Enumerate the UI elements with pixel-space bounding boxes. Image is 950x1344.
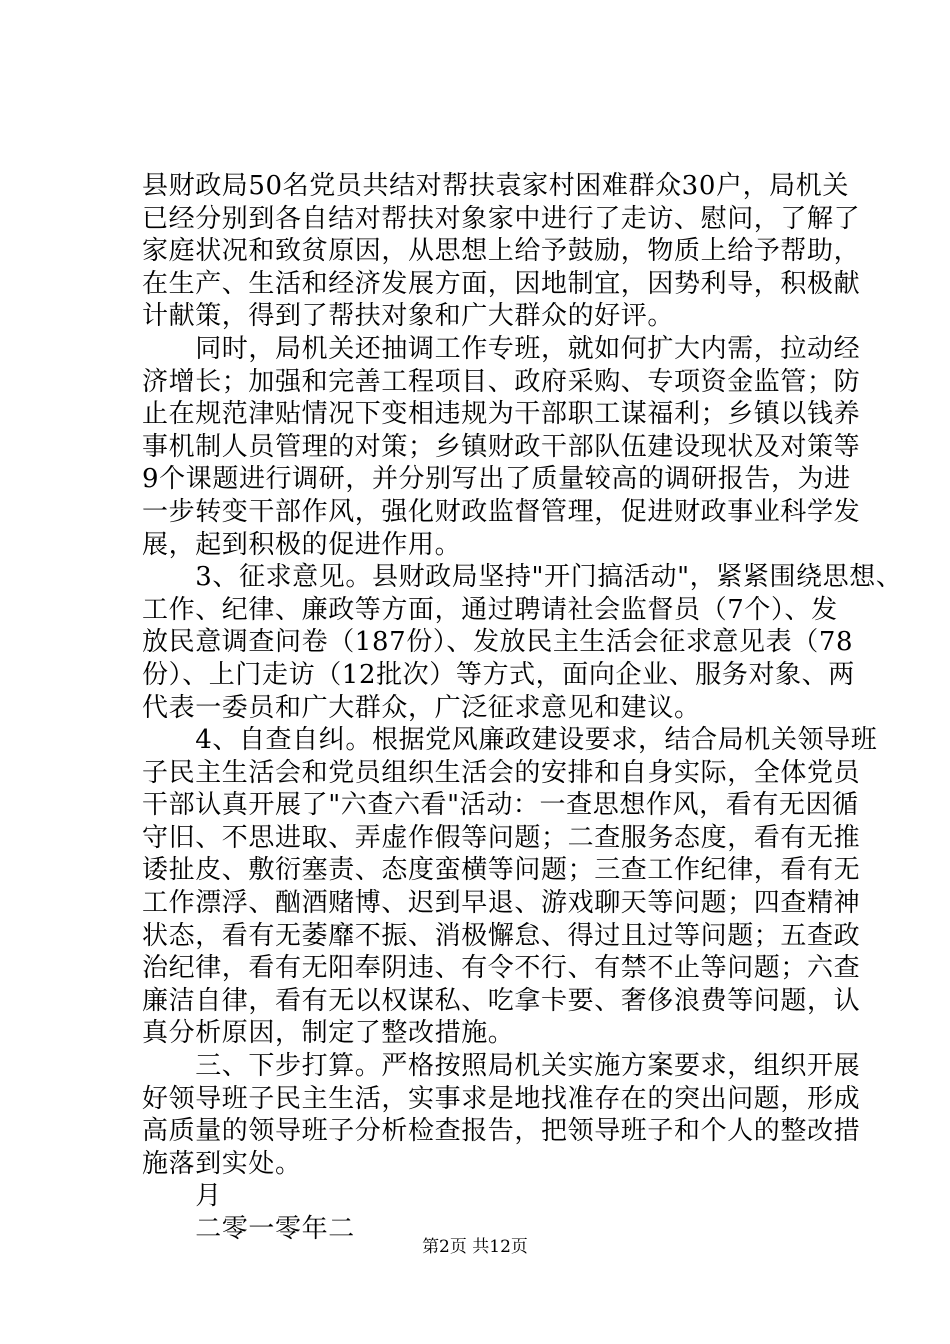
text-line: 县财政局50名党员共结对帮扶袁家村困难群众30户，局机关	[142, 171, 849, 201]
text-line: 计献策，得到了帮扶对象和广大群众的好评。	[142, 301, 675, 332]
text-line: 3、征求意见。县财政局坚持"开门搞活动"，紧紧围绕思想、	[142, 562, 903, 593]
paragraph	[142, 1050, 862, 1180]
text-line: 守旧、不思进取、弄虚作假等问题；二查服务态度，看有无推	[142, 822, 861, 853]
text-line: 状态，看有无萎靡不振、消极懈怠、得过且过等问题；五查政	[142, 920, 861, 951]
text-line: 家庭状况和致贫原因，从思想上给予鼓励，物质上给予帮助，	[142, 236, 861, 267]
paragraph	[142, 170, 862, 333]
paragraph	[142, 724, 878, 1050]
text-line: 工作、纪律、廉政等方面，通过聘请社会监督员（7个）、发	[142, 594, 838, 625]
text-line: 已经分别到各自结对帮扶对象家中进行了走访、慰问，了解了	[142, 203, 861, 234]
paragraph	[142, 333, 862, 561]
text-line: 济增长；加强和完善工程项目、政府采购、专项资金监管；防	[142, 366, 861, 397]
text-line: 月	[142, 1181, 222, 1212]
text-line: 份）、上门走访（12批次）等方式，面向企业、服务对象、两	[142, 659, 855, 690]
text-line: 三、下步打算。严格按照局机关实施方案要求，组织开展	[142, 1051, 861, 1082]
text-line: 高质量的领导班子分析检查报告，把领导班子和个人的整改措	[142, 1116, 861, 1147]
text-line: 治纪律，看有无阳奉阴违、有令不行、有禁不止等问题；六查	[142, 953, 861, 984]
text-line: 诿扯皮、敷衍塞责、态度蛮横等问题；三查工作纪律，看有无	[142, 855, 861, 886]
document-body	[142, 170, 903, 1246]
text-line: 9个课题进行调研，并分别写出了质量较高的调研报告，为进	[142, 464, 851, 495]
page-footer: 第2页 共12页	[422, 1237, 528, 1257]
text-line: 事机制人员管理的对策；乡镇财政干部队伍建设现状及对策等	[142, 431, 861, 462]
text-line: 二零一零年二	[142, 1214, 355, 1244]
text-line: 好领导班子民主生活，实事求是地找准存在的突出问题，形成	[142, 1083, 861, 1114]
paragraph	[142, 561, 903, 724]
text-line: 子民主生活会和党员组织生活会的安排和自身实际，全体党员	[142, 757, 861, 788]
paragraph	[142, 1180, 862, 1213]
text-line: 廉洁自律，看有无以权谋私、吃拿卡要、奢侈浪费等问题，认	[142, 985, 861, 1016]
text-line: 止在规范津贴情况下变相违规为干部职工谋福利；乡镇以钱养	[142, 399, 861, 430]
text-line: 4、自查自纠。根据党风廉政建设要求，结合局机关领导班	[142, 725, 878, 756]
text-line: 同时，局机关还抽调工作专班，就如何扩大内需，拉动经	[142, 333, 861, 364]
text-line: 一步转变干部作风，强化财政监督管理，促进财政事业科学发	[142, 496, 861, 527]
text-line: 施落到实处。	[142, 1148, 302, 1179]
text-line: 真分析原因，制定了整改措施。	[142, 1018, 515, 1049]
text-line: 在生产、生活和经济发展方面，因地制宜，因势利导，积极献	[142, 268, 861, 299]
text-line: 工作漂浮、酗酒赌博、迟到早退、游戏聊天等问题；四查精神	[142, 888, 861, 919]
text-line: 代表一委员和广大群众，广泛征求意见和建议。	[142, 692, 701, 723]
text-line: 放民意调查问卷（187份）、发放民主生活会征求意见表（78	[142, 627, 854, 658]
text-line: 干部认真开展了"六查六看"活动：一查思想作风，看有无因循	[142, 790, 859, 821]
text-line: 展，起到积极的促进作用。	[142, 529, 462, 560]
